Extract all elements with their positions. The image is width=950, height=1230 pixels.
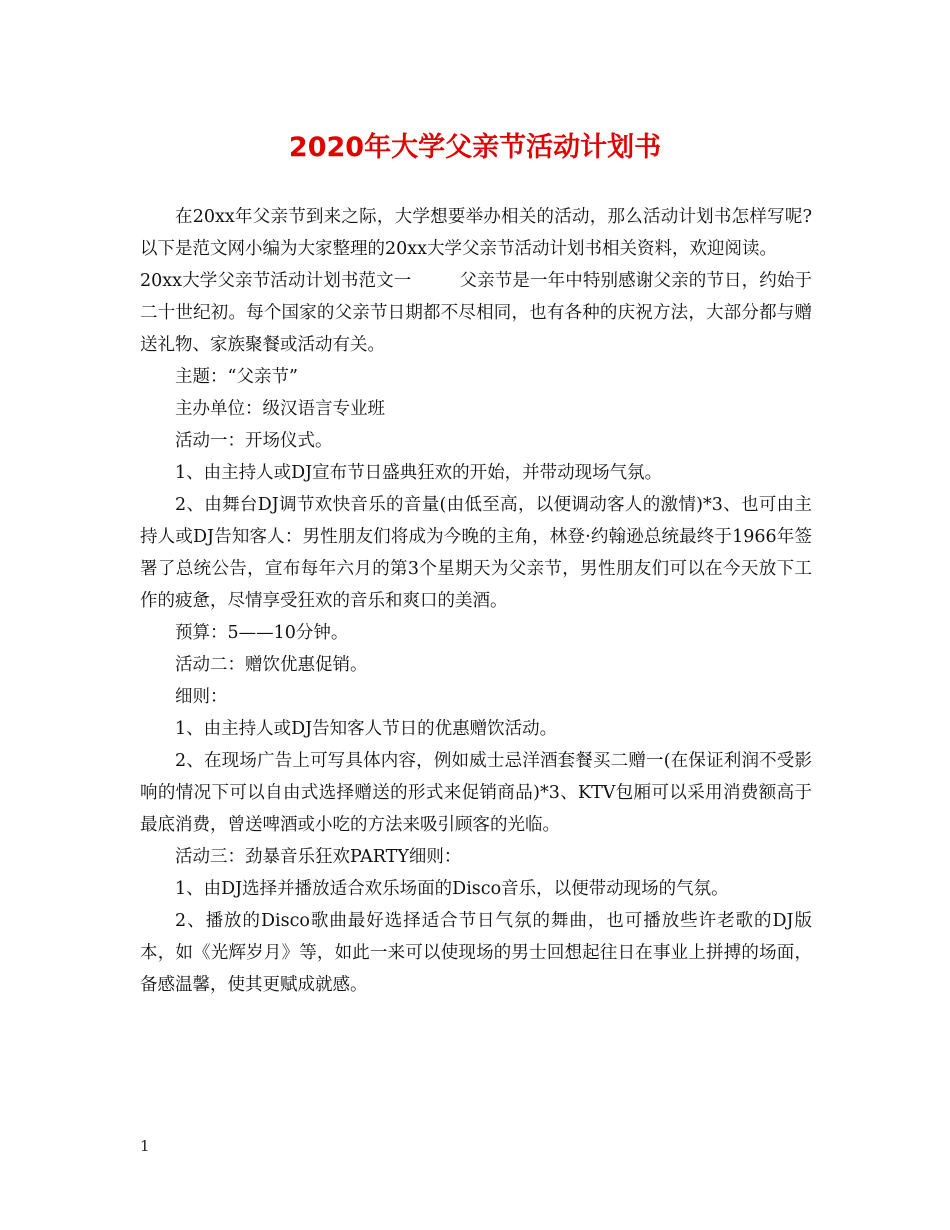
- paragraph-organizer: 主办单位：级汉语言专业班: [175, 399, 385, 419]
- paragraph-sample-one: [140, 265, 812, 361]
- paragraph-intro: 在20xx年父亲节到来之际，大学想要举办相关的活动，那么活动计划书怎样写呢?以下是范文网小编为大家整理的20xx大学父亲节活动计划书相关资料，欢迎阅读。: [140, 207, 812, 259]
- paragraph-activity-two: 活动二：赠饮优惠促销。: [175, 655, 368, 675]
- paragraph-item: 1、由主持人或DJ宣布节日盛典狂欢的开始，并带动现场气氛。: [175, 463, 663, 483]
- paragraph-item: 2、播放的Disco歌曲最好选择适合节日气氛的舞曲，也可播放些许老歌的DJ版本，如《光辉岁月》等，如此一来可以使现场的男士回想起往日在事业上拼搏的场面，备感温馨，使其更赋成就感。: [140, 911, 812, 995]
- paragraph-item: 2、由舞台DJ调节欢快音乐的音量(由低至高，以便调动客人的激情)*3、也可由主持人或DJ告知客人：男性朋友们将成为今晚的主角，林登·约翰逊总统最终于1966年签署了总统公告，宣布每年六月的第3个星期天为父亲节，男性朋友们可以在今天放下工作的疲惫，尽情享受狂欢的音乐和爽口的美酒。: [140, 495, 812, 611]
- document-title: 2020年大学父亲节活动计划书: [288, 132, 662, 163]
- paragraph-activity-three: 活动三：劲暴音乐狂欢PARTY细则：: [175, 847, 462, 867]
- paragraph-theme: 主题：“父亲节”: [175, 367, 298, 387]
- paragraph-item: 1、由DJ选择并播放适合欢乐场面的Disco音乐，以便带动现场的气氛。: [175, 879, 729, 899]
- paragraph-activity-one: 活动一：开场仪式。: [175, 431, 333, 451]
- page-number: 1: [140, 1137, 150, 1155]
- paragraph-budget: 预算：5——10分钟。: [175, 623, 349, 643]
- paragraph-rules: 细则：: [175, 687, 228, 707]
- document-body: [140, 201, 812, 1001]
- paragraph-item: 2、在现场广告上可写具体内容，例如威士忌洋酒套餐买二赠一(在保证利润不受影响的情况下可以自由式选择赠送的形式来促销商品)*3、KTV包厢可以采用消费额高于最底消费，曾送啤酒或小吃的方法来吸引顾客的光临。: [140, 751, 812, 835]
- paragraph-item: 1、由主持人或DJ告知客人节日的优惠赠饮活动。: [175, 719, 558, 739]
- sample-heading: 20xx大学父亲节活动计划书范文一: [140, 271, 412, 291]
- sample-text: 父亲节是一年中特别感谢父亲的节日，约始于二十世纪初。每个国家的父亲节日期都不尽相同，也有各种的庆祝方法，大部分都与赠送礼物、家族聚餐或活动有关。: [140, 271, 812, 355]
